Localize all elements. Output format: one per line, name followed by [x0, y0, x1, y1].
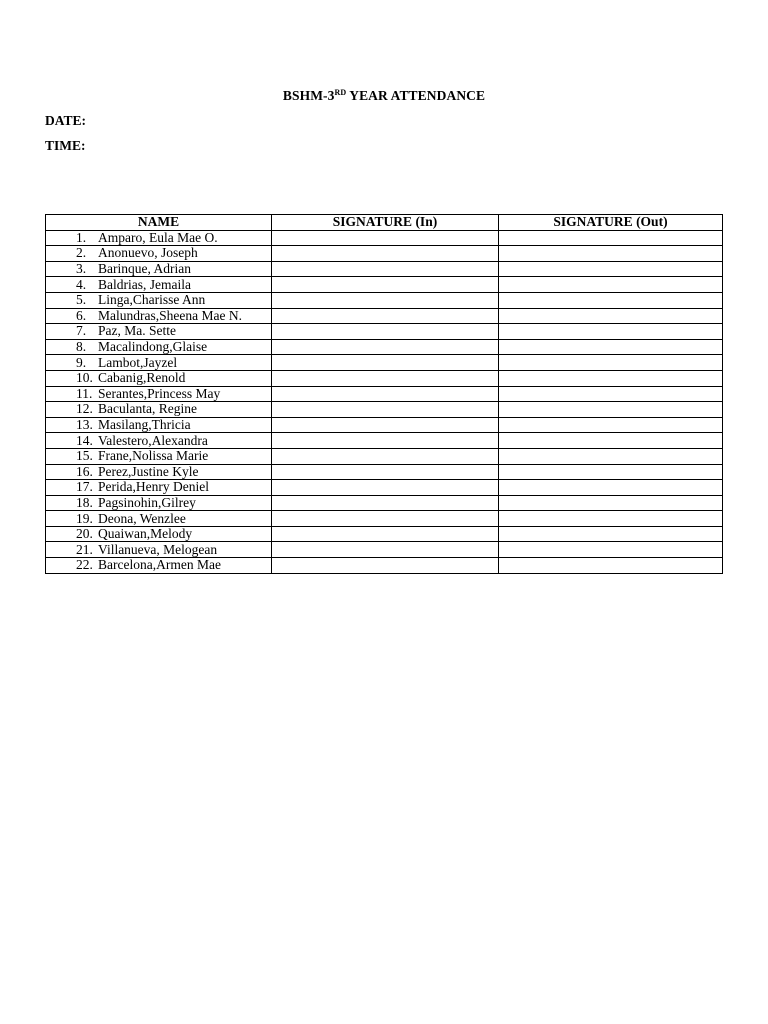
- signature-in-cell[interactable]: [272, 402, 499, 418]
- table-row: [46, 230, 723, 246]
- name-cell: [46, 261, 272, 277]
- attendance-table: [45, 214, 723, 574]
- signature-in-cell[interactable]: [272, 261, 499, 277]
- signature-in-cell[interactable]: [272, 542, 499, 558]
- signature-in-cell[interactable]: [272, 339, 499, 355]
- row-number: 20.: [76, 526, 93, 542]
- document-title: [0, 88, 768, 104]
- name-cell: [46, 558, 272, 574]
- signature-out-cell[interactable]: [499, 417, 723, 433]
- name-cell: [46, 277, 272, 293]
- row-number: 1.: [76, 229, 87, 245]
- row-number: 13.: [76, 417, 93, 433]
- header-name: NAME: [46, 215, 272, 231]
- table-row: [46, 308, 723, 324]
- name-cell: [46, 339, 272, 355]
- signature-in-cell[interactable]: [272, 370, 499, 386]
- student-name: Malundras,Sheena Mae N.: [98, 307, 242, 323]
- name-cell: [46, 542, 272, 558]
- table-row: [46, 402, 723, 418]
- row-number: 15.: [76, 448, 93, 464]
- row-number: 21.: [76, 541, 93, 557]
- student-name: Serantes,Princess May: [98, 385, 221, 401]
- signature-in-cell[interactable]: [272, 324, 499, 340]
- student-name: Pagsinohin,Gilrey: [98, 494, 196, 510]
- table-row: [46, 511, 723, 527]
- signature-in-cell[interactable]: [272, 230, 499, 246]
- row-number: 8.: [76, 339, 87, 355]
- signature-out-cell[interactable]: [499, 402, 723, 418]
- name-cell: [46, 324, 272, 340]
- row-number: 3.: [76, 261, 87, 277]
- signature-out-cell[interactable]: [499, 261, 723, 277]
- student-name: Perez,Justine Kyle: [98, 463, 199, 479]
- student-name: Barinque, Adrian: [98, 261, 191, 277]
- signature-in-cell[interactable]: [272, 417, 499, 433]
- signature-out-cell[interactable]: [499, 542, 723, 558]
- table-row: [46, 370, 723, 386]
- student-name: Frane,Nolissa Marie: [98, 448, 209, 464]
- signature-out-cell[interactable]: [499, 292, 723, 308]
- name-cell: [46, 292, 272, 308]
- signature-in-cell[interactable]: [272, 433, 499, 449]
- student-name: Anonuevo, Joseph: [98, 245, 198, 261]
- name-cell: [46, 308, 272, 324]
- signature-out-cell[interactable]: [499, 558, 723, 574]
- signature-in-cell[interactable]: [272, 448, 499, 464]
- name-cell: [46, 480, 272, 496]
- table-row: [46, 339, 723, 355]
- date-label: DATE:: [45, 113, 87, 128]
- name-cell: [46, 526, 272, 542]
- student-name: Quaiwan,Melody: [98, 526, 193, 542]
- signature-out-cell[interactable]: [499, 246, 723, 262]
- row-number: 5.: [76, 292, 87, 308]
- row-number: 2.: [76, 245, 87, 261]
- table-row: [46, 417, 723, 433]
- student-name: Deona, Wenzlee: [98, 510, 186, 526]
- table-row: [46, 277, 723, 293]
- signature-in-cell[interactable]: [272, 511, 499, 527]
- signature-out-cell[interactable]: [499, 277, 723, 293]
- table-row: [46, 433, 723, 449]
- table-row: [46, 464, 723, 480]
- name-cell: [46, 417, 272, 433]
- signature-in-cell[interactable]: [272, 277, 499, 293]
- table-row: [46, 355, 723, 371]
- student-name: Paz, Ma. Sette: [98, 323, 176, 339]
- table-row: [46, 480, 723, 496]
- title-prefix: BSHM-3: [282, 88, 335, 103]
- signature-out-cell[interactable]: [499, 370, 723, 386]
- table-row: [46, 261, 723, 277]
- student-name: Lambot,Jayzel: [98, 354, 178, 370]
- title-suffix: YEAR ATTENDANCE: [346, 88, 486, 103]
- student-name: Cabanig,Renold: [98, 370, 186, 386]
- student-name: Baldrias, Jemaila: [98, 276, 191, 292]
- row-number: 19.: [76, 510, 93, 526]
- student-name: Perida,Henry Deniel: [98, 479, 209, 495]
- header-signature-out: SIGNATURE (Out): [499, 215, 723, 231]
- signature-out-cell[interactable]: [499, 464, 723, 480]
- signature-in-cell[interactable]: [272, 386, 499, 402]
- name-cell: [46, 402, 272, 418]
- row-number: 22.: [76, 557, 93, 573]
- student-name: Macalindong,Glaise: [98, 339, 208, 355]
- student-name: Masilang,Thricia: [98, 417, 191, 433]
- table-row: [46, 558, 723, 574]
- signature-out-cell[interactable]: [499, 339, 723, 355]
- table-row: [46, 292, 723, 308]
- signature-out-cell[interactable]: [499, 355, 723, 371]
- name-cell: [46, 448, 272, 464]
- table-row: [46, 448, 723, 464]
- name-cell: [46, 511, 272, 527]
- table-row: [46, 246, 723, 262]
- signature-out-cell[interactable]: [499, 324, 723, 340]
- student-name: Baculanta, Regine: [98, 401, 197, 417]
- table-row: [46, 526, 723, 542]
- table-header-row: [46, 215, 723, 231]
- name-cell: [46, 386, 272, 402]
- row-number: 16.: [76, 463, 93, 479]
- signature-out-cell[interactable]: [499, 495, 723, 511]
- header-signature-in: SIGNATURE (In): [272, 215, 499, 231]
- signature-out-cell[interactable]: [499, 308, 723, 324]
- student-name: Valestero,Alexandra: [98, 432, 208, 448]
- student-name: Linga,Charisse Ann: [98, 292, 206, 308]
- name-cell: [46, 464, 272, 480]
- name-cell: [46, 230, 272, 246]
- row-number: 17.: [76, 479, 93, 495]
- signature-in-cell[interactable]: [272, 292, 499, 308]
- signature-in-cell[interactable]: [272, 355, 499, 371]
- student-name: Barcelona,Armen Mae: [98, 557, 221, 573]
- name-cell: [46, 355, 272, 371]
- title-superscript: RD: [334, 88, 347, 97]
- signature-out-cell[interactable]: [499, 230, 723, 246]
- signature-out-cell[interactable]: [499, 386, 723, 402]
- table-row: [46, 386, 723, 402]
- row-number: 7.: [76, 323, 87, 339]
- row-number: 18.: [76, 494, 93, 510]
- table-row: [46, 324, 723, 340]
- signature-in-cell[interactable]: [272, 246, 499, 262]
- table-row: [46, 495, 723, 511]
- row-number: 14.: [76, 432, 93, 448]
- signature-in-cell[interactable]: [272, 558, 499, 574]
- signature-out-cell[interactable]: [499, 526, 723, 542]
- name-cell: [46, 495, 272, 511]
- signature-in-cell[interactable]: [272, 526, 499, 542]
- student-name: Amparo, Eula Mae O.: [98, 229, 218, 245]
- name-cell: [46, 370, 272, 386]
- row-number: 10.: [76, 370, 93, 386]
- row-number: 9.: [76, 354, 87, 370]
- signature-out-cell[interactable]: [499, 448, 723, 464]
- signature-out-cell[interactable]: [499, 511, 723, 527]
- name-cell: [46, 433, 272, 449]
- signature-out-cell[interactable]: [499, 480, 723, 496]
- signature-in-cell[interactable]: [272, 480, 499, 496]
- row-number: 6.: [76, 307, 87, 323]
- table-row: [46, 542, 723, 558]
- signature-in-cell[interactable]: [272, 495, 499, 511]
- signature-out-cell[interactable]: [499, 433, 723, 449]
- time-label: TIME:: [45, 138, 86, 153]
- row-number: 11.: [76, 385, 93, 401]
- signature-in-cell[interactable]: [272, 464, 499, 480]
- row-number: 4.: [76, 276, 87, 292]
- row-number: 12.: [76, 401, 93, 417]
- name-cell: [46, 246, 272, 262]
- student-name: Villanueva, Melogean: [98, 541, 218, 557]
- signature-in-cell[interactable]: [272, 308, 499, 324]
